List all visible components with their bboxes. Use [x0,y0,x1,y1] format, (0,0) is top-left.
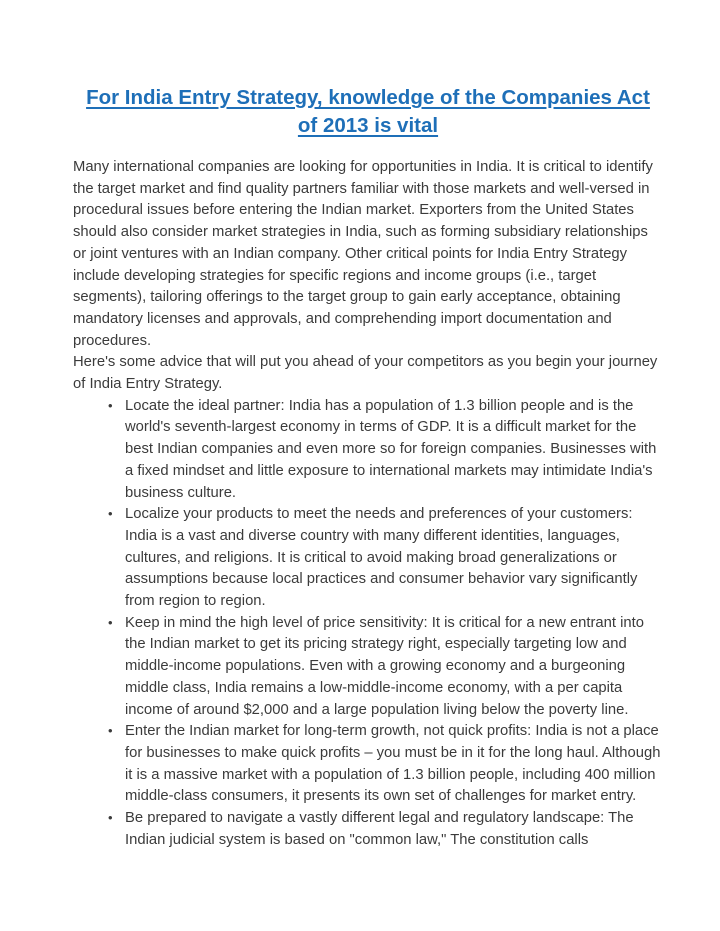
bullet-item: • Be prepared to navigate a vastly different legal and regulatory landscape: The Indian judicial system is based on "common law," The constitution calls [125,808,663,851]
advice-bullet-list [73,396,663,852]
bullet-item: • Enter the Indian market for long-term growth, not quick profits: India is not a place for businesses to make quick profits – you must be in it for the long haul. Although it is a massive market with a population of 1.3 billion people, including 400 million middle-class consumers, it presents its own set of challenges for market entry. [125,721,663,808]
page-title: For India Entry Strategy, knowledge of the Companies Act of 2013 is vital [86,86,650,137]
bullet-item: • Keep in mind the high level of price sensitivity: It is critical for a new entrant into the Indian market to get its pricing strategy right, especially targeting low and middle-income populations. Even with a growing economy and a burgeoning middle class, India remains a low-middle-income economy, with a per capita income of around $2,000 and a large population living below the poverty line. [125,613,663,722]
intro-paragraph: Many international companies are looking for opportunities in India. It is critical to identify the target market and find quality partners familiar with those markets and well-versed in procedural issues before entering the Indian market. Exporters from the United States should also consider market strategies in India, such as forming subsidiary relationships or joint ventures with an Indian company. Other critical points for India Entry Strategy include developing strategies for specific regions and income groups (i.e., target segments), tailoring offerings to the target group to gain early acceptance, obtaining mandatory licenses and approvals, and comprehending import documentation and procedures. [73,159,653,349]
bullet-item: • Locate the ideal partner: India has a population of 1.3 billion people and is the world's seventh-largest economy in terms of GDP. It is a difficult market for the best Indian companies and even more so for foreign companies. Businesses with a fixed mindset and little exposure to international markets may intimidate India's business culture. [125,396,663,505]
document-body [73,157,663,852]
bullet-item: • Localize your products to meet the needs and preferences of your customers: India is a vast and diverse country with many different identities, languages, cultures, and religions. It is critical to avoid making broad generalizations or assumptions because local practices and consumer behavior vary significantly from region to region. [125,504,663,613]
advice-paragraph: Here's some advice that will put you ahead of your competitors as you begin your journey of India Entry Strategy. [73,354,658,393]
